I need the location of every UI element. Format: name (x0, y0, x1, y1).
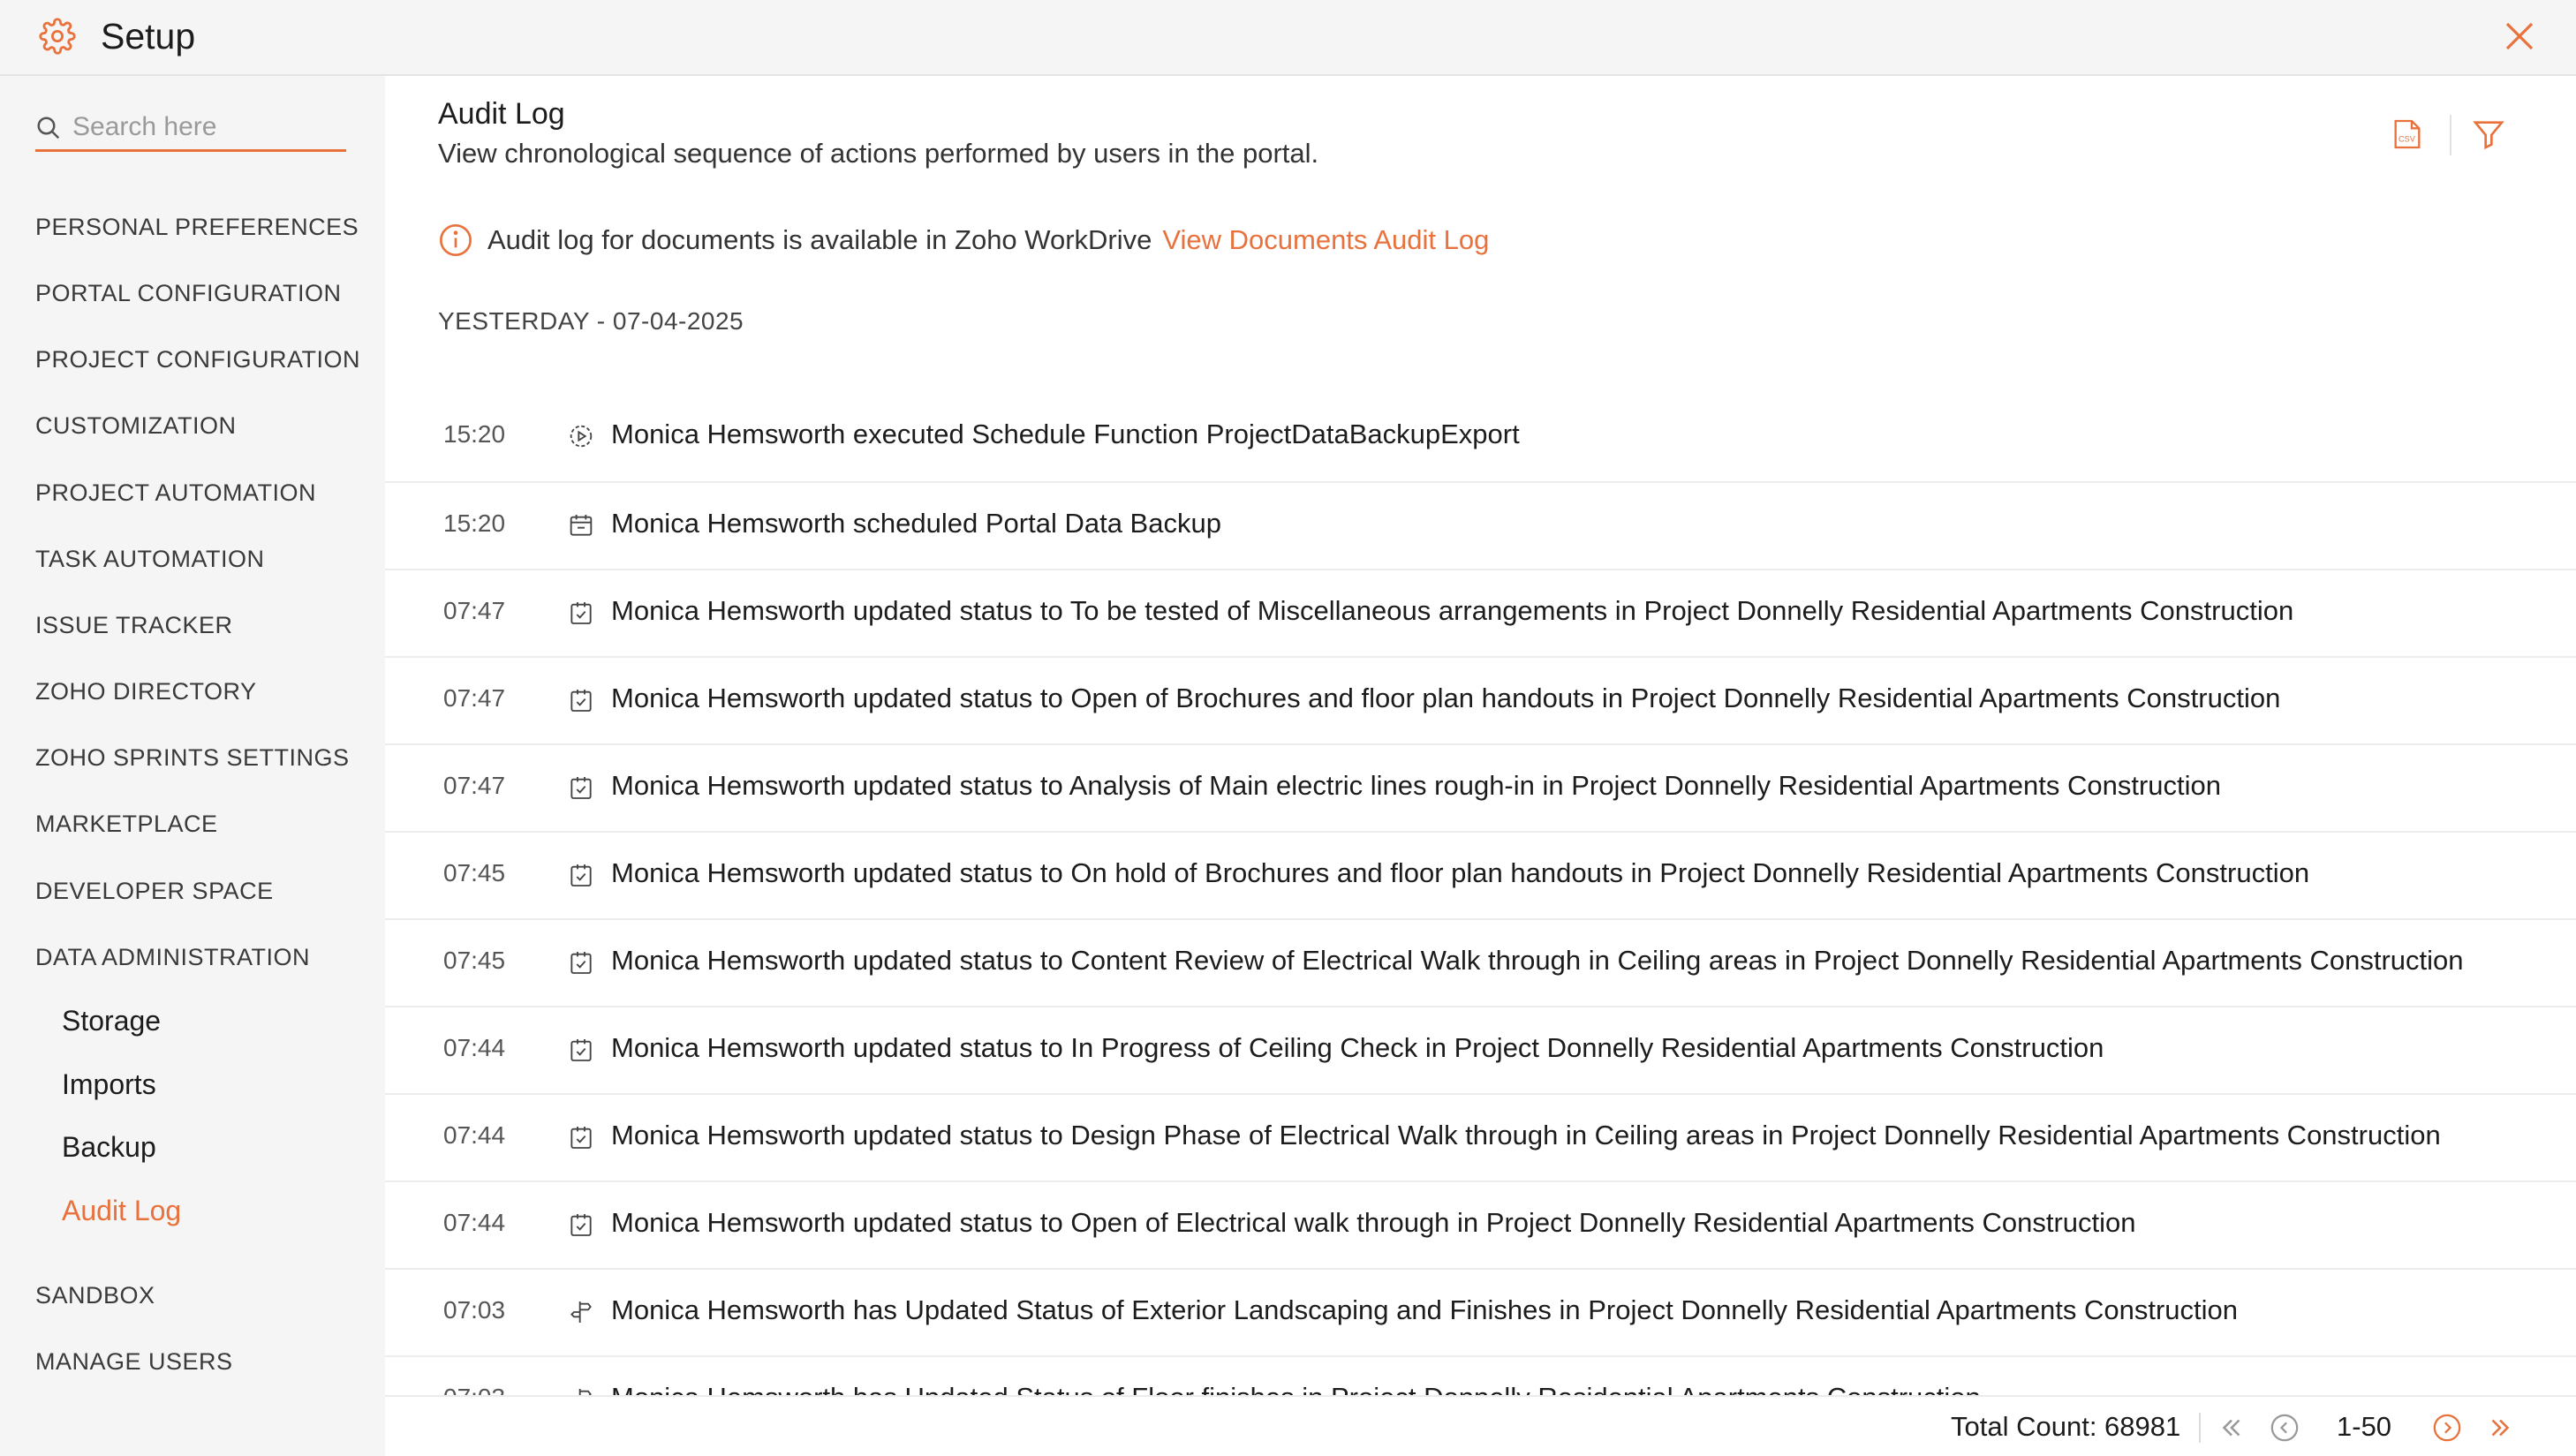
next-page-icon[interactable] (2432, 1413, 2462, 1443)
page-range: 1-50 (2337, 1411, 2392, 1442)
toolbar-divider (2450, 115, 2451, 155)
info-icon (438, 223, 473, 258)
log-row (385, 481, 2576, 569)
calendar-icon (567, 511, 595, 539)
log-row (385, 743, 2576, 831)
task-icon (567, 1123, 595, 1151)
nav-customization[interactable]: CUSTOMIZATION (35, 412, 237, 439)
sub-item-backup[interactable]: Backup (62, 1131, 156, 1163)
nav-sandbox[interactable]: SANDBOX (35, 1282, 155, 1309)
log-message: Monica Hemsworth updated status to On hold of Brochures and floor plan handouts in Project Donnelly Residential Apartments Construction (611, 857, 2310, 888)
task-icon (567, 1211, 595, 1239)
first-page-icon[interactable] (2217, 1413, 2247, 1443)
log-time: 07:45 (443, 859, 506, 886)
log-row (385, 831, 2576, 918)
last-page-icon[interactable] (2485, 1413, 2515, 1443)
nav-manage-users[interactable]: MANAGE USERS (35, 1348, 233, 1375)
total-count: Total Count: 68981 (1951, 1411, 2181, 1442)
log-time: 07:03 (443, 1296, 506, 1324)
nav-marketplace[interactable]: MARKETPLACE (35, 811, 218, 837)
footer-divider (2199, 1413, 2201, 1443)
task-icon (567, 948, 595, 977)
log-message: Monica Hemsworth updated status to In Progress of Ceiling Check in Project Donnelly Residential Apartments Construction (611, 1032, 2104, 1063)
filter-icon[interactable] (2471, 117, 2506, 152)
log-message: Monica Hemsworth updated status to To be tested of Miscellaneous arrangements in Project Donnelly Residential Apartments Construction (611, 595, 2294, 626)
task-icon (567, 1036, 595, 1064)
log-message: Monica Hemsworth updated status to Analysis of Main electric lines rough-in in Project Donnelly Residential Apartments Construction (611, 770, 2221, 801)
log-row (385, 1268, 2576, 1355)
milestone-icon (567, 1298, 595, 1326)
log-message: Monica Hemsworth has Updated Status of Exterior Landscaping and Finishes in Project Donnelly Residential Apartments Construction (611, 1294, 2239, 1325)
app-title: Setup (101, 16, 196, 57)
log-row (385, 1006, 2576, 1093)
log-time: 07:45 (443, 947, 506, 974)
task-icon (567, 686, 595, 714)
gear-icon (39, 18, 76, 55)
log-row (385, 1181, 2576, 1268)
notice-text: Audit log for documents is available in Zoho WorkDrive (487, 224, 1152, 255)
log-row (385, 394, 2576, 481)
log-time: 15:20 (443, 509, 506, 537)
sidebar (0, 76, 385, 1456)
log-message: Monica Hemsworth updated status to Open of Electrical walk through in Project Donnelly Residential Apartments Construction (611, 1207, 2136, 1238)
log-row (385, 569, 2576, 656)
log-row (385, 1093, 2576, 1181)
date-heading: YESTERDAY - 07-04-2025 (438, 307, 744, 335)
schedule-function-icon (567, 422, 595, 450)
pagination-footer (385, 1395, 2576, 1456)
previous-page-icon[interactable] (2270, 1413, 2300, 1443)
sub-item-audit-log[interactable]: Audit Log (62, 1195, 182, 1226)
nav-task-automation[interactable]: TASK AUTOMATION (35, 546, 265, 572)
view-documents-audit-log-link[interactable]: View Documents Audit Log (1162, 224, 1490, 255)
search-icon (35, 115, 62, 141)
page-title: Audit Log (438, 97, 565, 131)
log-time: 15:20 (443, 420, 506, 448)
task-icon (567, 599, 595, 627)
nav-zoho-sprints-settings[interactable]: ZOHO SPRINTS SETTINGS (35, 744, 350, 771)
workdrive-notice (438, 221, 1489, 260)
log-time: 07:47 (443, 684, 506, 712)
nav-portal-configuration[interactable]: PORTAL CONFIGURATION (35, 280, 342, 306)
log-message: Monica Hemsworth scheduled Portal Data Backup (611, 508, 1221, 539)
search-input[interactable] (72, 108, 337, 147)
nav-project-configuration[interactable]: PROJECT CONFIGURATION (35, 346, 361, 373)
search-box (35, 104, 346, 152)
nav-data-administration[interactable]: DATA ADMINISTRATION (35, 944, 311, 970)
svg-text:CSV: CSV (2398, 134, 2415, 144)
log-time: 07:44 (443, 1034, 506, 1061)
log-time: 07:44 (443, 1121, 506, 1149)
csv-export-icon[interactable] (2390, 117, 2425, 152)
sub-item-imports[interactable]: Imports (62, 1068, 156, 1100)
sub-item-storage[interactable]: Storage (62, 1005, 162, 1037)
log-row (385, 656, 2576, 743)
close-icon[interactable] (2501, 18, 2538, 55)
log-message: Monica Hemsworth executed Schedule Function ProjectDataBackupExport (611, 419, 1520, 449)
log-time: 07:47 (443, 597, 506, 624)
log-row (385, 918, 2576, 1006)
log-message: Monica Hemsworth updated status to Design Phase of Electrical Walk through in Ceiling areas in Project Donnelly Residential Apartments Construction (611, 1120, 2441, 1150)
nav-personal-preferences[interactable]: PERSONAL PREFERENCES (35, 214, 359, 240)
log-message: Monica Hemsworth updated status to Open of Brochures and floor plan handouts in Project Donnelly Residential Apartments Construction (611, 683, 2281, 713)
log-time: 07:47 (443, 772, 506, 799)
setup-header (0, 0, 2576, 76)
page-description: View chronological sequence of actions performed by users in the portal. (438, 138, 1319, 169)
nav-project-automation[interactable]: PROJECT AUTOMATION (35, 479, 317, 506)
nav-issue-tracker[interactable]: ISSUE TRACKER (35, 612, 233, 638)
log-time: 07:44 (443, 1209, 506, 1236)
nav-developer-space[interactable]: DEVELOPER SPACE (35, 878, 274, 904)
log-message: Monica Hemsworth updated status to Content Review of Electrical Walk through in Ceiling areas in Project Donnelly Residential Apartments Construction (611, 945, 2464, 976)
task-icon (567, 861, 595, 889)
nav-zoho-directory[interactable]: ZOHO DIRECTORY (35, 678, 257, 705)
main-content (385, 76, 2576, 1456)
task-icon (567, 773, 595, 802)
